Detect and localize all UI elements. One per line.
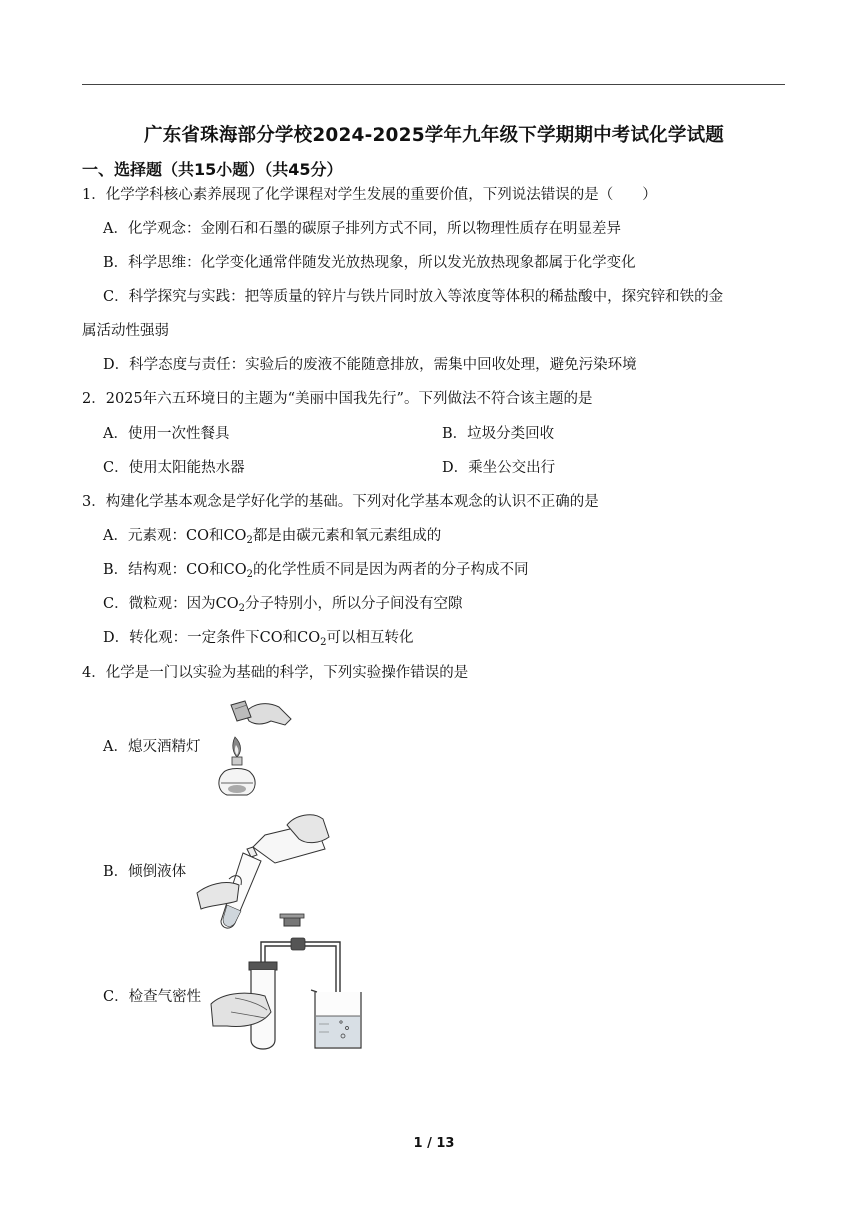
question-1-option-b: B．科学思维：化学变化通常伴随发光放热现象，所以发光放热现象都属于化学变化	[103, 255, 636, 271]
question-4-option-b: B．倾倒液体	[103, 864, 187, 880]
page-number: 1 / 13	[413, 1136, 455, 1151]
question-3-option-a: A．元素观：CO和$CO_2$都是由碳元素和氧元素组成的	[103, 528, 442, 546]
question-2-option-c: C．使用太阳能热水器	[103, 460, 245, 476]
header-rule	[82, 84, 785, 85]
page-title: 广东省珠海部分学校2024-2025学年九年级下学期期中考试化学试题	[144, 125, 724, 146]
alcohol-lamp-figure	[205, 695, 295, 800]
question-2-option-a: A．使用一次性餐具	[103, 426, 230, 442]
question-2-option-d: D．乘坐公交出行	[442, 460, 556, 476]
question-4-option-a: A．熄灭酒精灯	[103, 739, 201, 755]
question-3-option-d: D．转化观：一定条件下CO和$CO_2$可以相互转化	[103, 630, 414, 648]
question-3-option-b: B．结构观：CO和$CO_2$的化学性质不同是因为两者的分子构成不同	[103, 562, 529, 580]
question-4-option-c: C．检查气密性	[103, 989, 202, 1005]
section-heading: 一、选择题（共15小题）（共45分）	[82, 160, 343, 179]
question-1-option-a: A．化学观念：金刚石和石墨的碳原子排列方式不同，所以物理性质存在明显差异	[103, 221, 621, 237]
question-2-option-b: B．垃圾分类回收	[442, 426, 555, 442]
question-1-option-d: D．科学态度与责任：实验后的废液不能随意排放，需集中回收处理，避免污染环境	[103, 357, 637, 373]
question-3-stem: 3．构建化学基本观念是学好化学的基础。下列对化学基本观念的认识不正确的是	[82, 494, 599, 510]
question-1-stem: 1．化学学科核心素养展现了化学课程对学生发展的重要价值，下列说法错误的是（ ）	[82, 187, 657, 203]
question-3-option-c: C．微粒观：因为$CO_2$分子特别小，所以分子间没有空隙	[103, 596, 463, 614]
question-4-stem: 4．化学是一门以实验为基础的科学，下列实验操作错误的是	[82, 665, 469, 681]
airtightness-check-figure	[205, 912, 375, 1054]
question-1-option-c: C．科学探究与实践：把等质量的锌片与铁片同时放入等浓度等体积的稀盐酸中，探究锌和铁的金	[103, 289, 724, 305]
question-2-stem: 2．2025年六五环境日的主题为“美丽中国我先行”。下列做法不符合该主题的是	[82, 391, 593, 407]
question-1-option-c-continued: 属活动性强弱	[82, 323, 169, 339]
